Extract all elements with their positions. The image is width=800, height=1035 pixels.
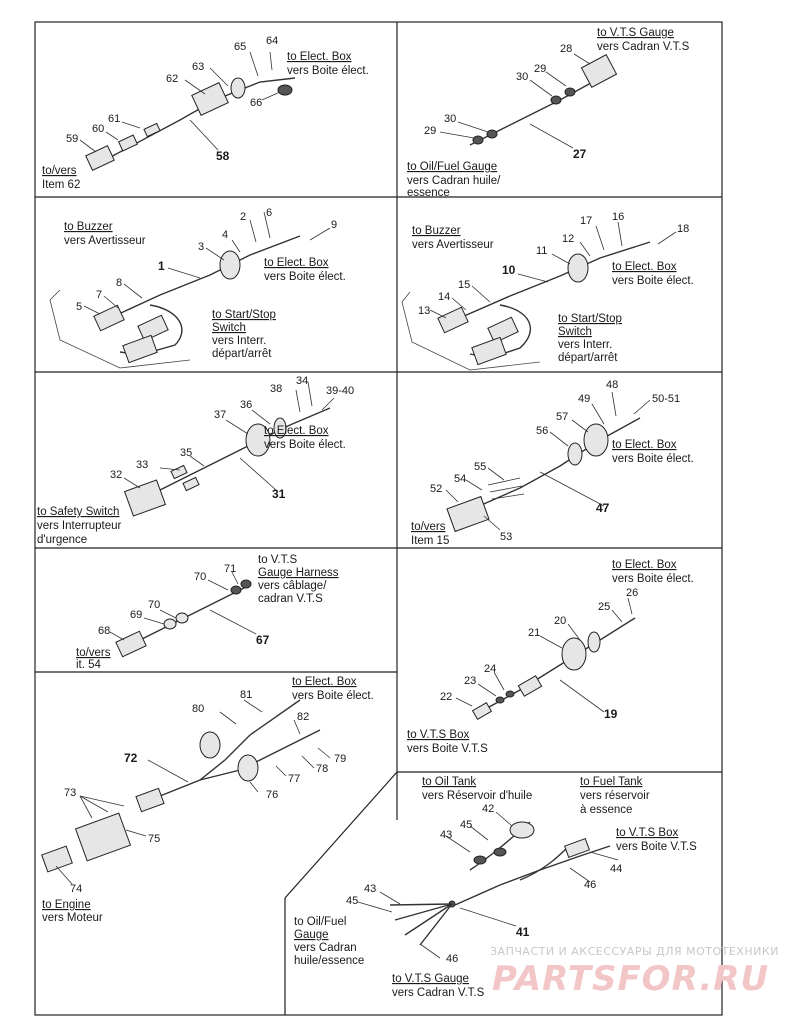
p3-num-7: 7: [96, 289, 103, 301]
p10-num-41: 41: [516, 925, 530, 939]
p2-num-27: 27: [573, 147, 587, 161]
p9-num-82: 82: [297, 711, 310, 723]
p9-num-81: 81: [240, 689, 253, 701]
p7-vts3: vers câblage/: [258, 580, 327, 592]
p8-vtsbox-en: to V.T.S Box: [407, 729, 470, 741]
p10-vtsbox-fr: vers Boite V.T.S: [616, 841, 697, 853]
p4-num-14: 14: [438, 291, 451, 303]
p4-sw3: vers Interr.: [558, 339, 613, 351]
panel-5: [37, 375, 354, 546]
p10-num-43b: 43: [364, 883, 377, 895]
p8-num-25: 25: [598, 601, 611, 613]
p10-gauge3: vers Cadran: [294, 942, 357, 954]
p3-box-en: to Elect. Box: [264, 257, 329, 269]
p10-num-43a: 43: [440, 829, 453, 841]
p2-top-en: to V.T.S Gauge: [597, 27, 674, 39]
p10-fuel-en: to Fuel Tank: [580, 776, 643, 788]
watermark: [490, 945, 779, 999]
p4-num-16: 16: [612, 211, 625, 223]
harness-41-drawing: [358, 812, 618, 958]
p7-to-item: it. 54: [76, 659, 101, 671]
p8-num-24: 24: [484, 663, 497, 675]
p2-bot-fr1: vers Cadran huile/: [407, 175, 501, 187]
p4-num-18: 18: [677, 223, 690, 235]
p7-num-67: 67: [256, 633, 270, 647]
p9-eng-fr: vers Moteur: [42, 912, 103, 924]
p2-num-30b: 30: [444, 113, 457, 125]
p5-num-36: 36: [240, 399, 253, 411]
p2-num-28: 28: [560, 43, 573, 55]
watermark-line1: ЗАПЧАСТИ И АКСЕССУАРЫ ДЛЯ МОТОТЕХНИКИ: [490, 945, 779, 958]
p4-num-11: 11: [536, 245, 548, 257]
p1-num-62: 62: [166, 73, 179, 85]
p2-num-30a: 30: [516, 71, 529, 83]
p3-buzz-en: to Buzzer: [64, 221, 113, 233]
p6-box-en: to Elect. Box: [612, 439, 677, 451]
p9-num-77: 77: [288, 773, 301, 785]
p10-fuel-fr2: à essence: [580, 804, 633, 816]
p2-num-29b: 29: [424, 125, 437, 137]
p3-sw3: vers Interr.: [212, 335, 267, 347]
p7-vts1: to V.T.S: [258, 554, 298, 566]
p3-sw1: to Start/Stop: [212, 309, 276, 321]
p8-box-fr: vers Boite élect.: [612, 573, 694, 585]
p10-gauge1: to Oil/Fuel: [294, 916, 347, 928]
p6-to-item: Item 15: [411, 535, 450, 547]
watermark-logo: PARTSFOR.RU: [492, 959, 770, 999]
p3-buzz-fr: vers Avertisseur: [64, 235, 146, 247]
panel-9: [42, 676, 377, 924]
p5-safe-fr1: vers Interrupteur: [37, 520, 122, 532]
p9-num-76: 76: [266, 789, 279, 801]
p5-num-39-40: 39-40: [326, 385, 355, 397]
p1-num-66: 66: [250, 97, 263, 109]
p6-to-label: to/vers: [411, 521, 446, 533]
p10-oil-fr: vers Réservoir d'huile: [422, 790, 533, 802]
p10-gauge2: Gauge: [294, 929, 329, 941]
p3-num-4: 4: [222, 229, 229, 241]
p5-num-32: 32: [110, 469, 123, 481]
p3-num-3: 3: [198, 241, 205, 253]
p4-buzz-fr: vers Avertisseur: [412, 239, 494, 251]
p1-num-59: 59: [66, 133, 79, 145]
p5-safe-fr2: d'urgence: [37, 534, 88, 546]
p9-box-fr: vers Boite élect.: [292, 690, 374, 702]
p8-num-19: 19: [604, 707, 618, 721]
p8-num-22: 22: [440, 691, 453, 703]
p3-num-2: 2: [240, 211, 247, 223]
p1-to-item: Item 62: [42, 179, 81, 191]
p4-buzz-en: to Buzzer: [412, 225, 461, 237]
panel-6: [411, 379, 694, 547]
p5-num-31: 31: [272, 487, 286, 501]
p8-num-26: 26: [626, 587, 639, 599]
p10-num-45a: 45: [460, 819, 473, 831]
p5-num-38: 38: [270, 383, 283, 395]
harness-19-drawing: [456, 598, 635, 719]
p1-num-58: 58: [216, 149, 230, 163]
p8-num-21: 21: [528, 627, 541, 639]
p10-num-46b: 46: [446, 953, 459, 965]
p5-num-35: 35: [180, 447, 193, 459]
p5-num-34: 34: [296, 375, 309, 387]
p10-vtsbox-en: to V.T.S Box: [616, 827, 679, 839]
p1-num-60: 60: [92, 123, 105, 135]
p3-num-5: 5: [76, 301, 83, 313]
p8-vtsbox-fr: vers Boite V.T.S: [407, 743, 488, 755]
p10-vtsg-fr: vers Cadran V.T.S: [392, 987, 485, 999]
p7-num-71: 71: [224, 563, 237, 575]
p7-num-70b: 70: [148, 599, 161, 611]
p4-sw2: Switch: [558, 326, 592, 338]
p2-bot-fr2: essence: [407, 187, 450, 199]
p6-num-48: 48: [606, 379, 619, 391]
p3-num-6: 6: [266, 207, 273, 219]
p8-box-en: to Elect. Box: [612, 559, 677, 571]
p5-num-33: 33: [136, 459, 149, 471]
p10-num-42: 42: [482, 803, 495, 815]
panel-7: [76, 554, 339, 671]
p6-num-49: 49: [578, 393, 591, 405]
p7-to-label: to/vers: [76, 647, 111, 659]
p5-num-37: 37: [214, 409, 227, 421]
p6-num-56: 56: [536, 425, 549, 437]
p10-num-46a: 46: [584, 879, 597, 891]
p1-num-64: 64: [266, 35, 279, 47]
p9-num-78: 78: [316, 763, 329, 775]
harness-27-drawing: [440, 54, 617, 148]
p9-num-73: 73: [64, 787, 77, 799]
p2-bot-en: to Oil/Fuel Gauge: [407, 161, 498, 173]
p1-num-65: 65: [234, 41, 247, 53]
p4-sw1: to Start/Stop: [558, 313, 622, 325]
p10-gauge4: huile/essence: [294, 955, 365, 967]
p7-num-70a: 70: [194, 571, 207, 583]
p9-num-74: 74: [70, 883, 83, 895]
p7-vts2: Gauge Harness: [258, 567, 339, 579]
panel-1: [42, 35, 369, 191]
p6-num-53: 53: [500, 531, 513, 543]
harness-58-drawing: [80, 52, 295, 170]
p4-num-17: 17: [580, 215, 593, 227]
p10-vtsg-en: to V.T.S Gauge: [392, 973, 469, 985]
harness-72-drawing: [42, 700, 330, 884]
p9-eng-en: to Engine: [42, 899, 91, 911]
p6-num-52: 52: [430, 483, 443, 495]
p3-box-fr: vers Boite élect.: [264, 271, 346, 283]
p4-box-fr: vers Boite élect.: [612, 275, 694, 287]
panel-3: [50, 207, 346, 368]
p4-num-15: 15: [458, 279, 471, 291]
p8-num-20: 20: [554, 615, 567, 627]
p3-num-9: 9: [331, 219, 338, 231]
p7-vts4: cadran V.T.S: [258, 593, 323, 605]
p10-fuel-fr1: vers réservoir: [580, 790, 650, 802]
p9-box-en: to Elect. Box: [292, 676, 357, 688]
p4-sw4: départ/arrêt: [558, 352, 618, 364]
p2-top-fr: vers Cadran V.T.S: [597, 41, 690, 53]
p9-num-79: 79: [334, 753, 347, 765]
p1-num-63: 63: [192, 61, 205, 73]
p1-num-61: 61: [108, 113, 121, 125]
p4-num-10: 10: [502, 263, 516, 277]
p10-num-45b: 45: [346, 895, 359, 907]
p4-box-en: to Elect. Box: [612, 261, 677, 273]
p7-num-69: 69: [130, 609, 143, 621]
p1-box-en: to Elect. Box: [287, 51, 352, 63]
p1-box-fr: vers Boite élect.: [287, 65, 369, 77]
p10-oil-en: to Oil Tank: [422, 776, 477, 788]
p9-num-75: 75: [148, 833, 161, 845]
panel-8: [407, 559, 694, 755]
p6-num-47: 47: [596, 501, 610, 515]
panel-4: [402, 211, 694, 370]
p4-num-12: 12: [562, 233, 575, 245]
p3-num-8: 8: [116, 277, 123, 289]
panel-2: [407, 27, 690, 199]
p3-num-1: 1: [158, 259, 165, 273]
p7-num-68: 68: [98, 625, 111, 637]
p6-num-55: 55: [474, 461, 487, 473]
p6-box-fr: vers Boite élect.: [612, 453, 694, 465]
p5-box-fr: vers Boite élect.: [264, 439, 346, 451]
p8-num-23: 23: [464, 675, 477, 687]
p5-safe-en: to Safety Switch: [37, 506, 120, 518]
p3-sw2: Switch: [212, 322, 246, 334]
p1-to-label: to/vers: [42, 165, 77, 177]
p9-num-80: 80: [192, 703, 205, 715]
p6-num-50-51: 50-51: [652, 393, 681, 405]
p3-sw4: départ/arrêt: [212, 348, 272, 360]
p9-num-72: 72: [124, 751, 138, 765]
p10-num-44: 44: [610, 863, 623, 875]
p6-num-57: 57: [556, 411, 569, 423]
p6-num-54: 54: [454, 473, 467, 485]
p2-num-29a: 29: [534, 63, 547, 75]
p4-num-13: 13: [418, 305, 431, 317]
p5-box-en: to Elect. Box: [264, 425, 329, 437]
